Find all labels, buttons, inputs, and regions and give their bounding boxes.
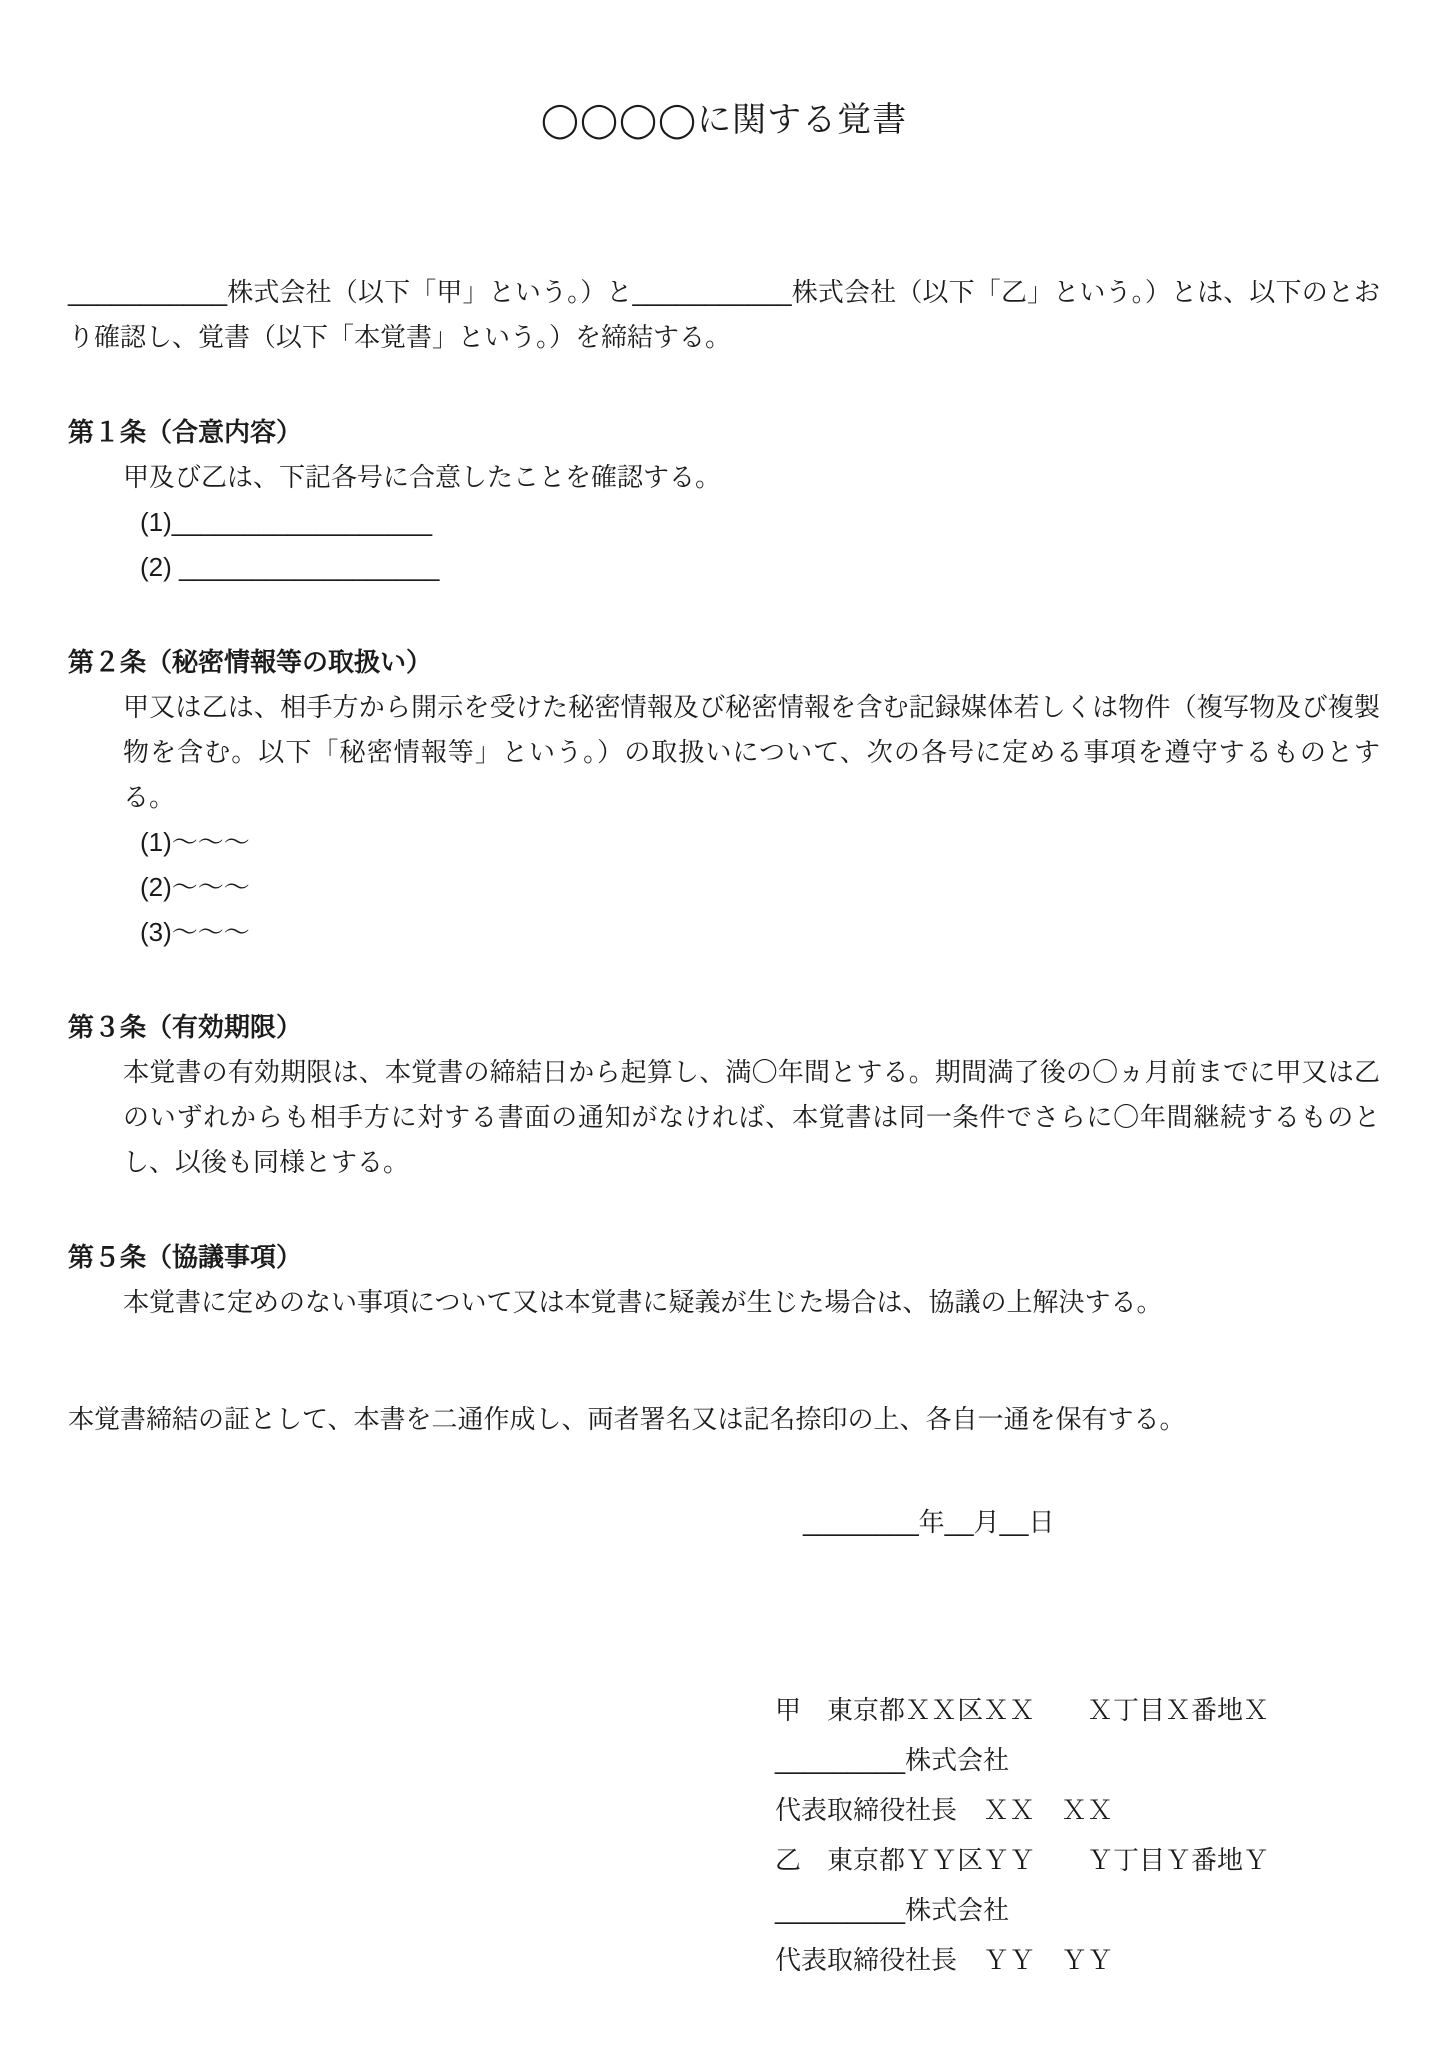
article-1-item-2: (2) __________________ — [140, 552, 440, 582]
article-2-item-1: (1)～～～ — [140, 827, 250, 857]
article-3-heading: 第３条（有効期限） — [68, 1012, 303, 1042]
article-2-item-2: (2)～～～ — [140, 872, 250, 902]
party-a-company: _________株式会社 — [775, 1745, 1010, 1775]
article-3-body: 本覚書の有効期限は、本覚書の締結日から起算し、満〇年間とする。期間満了後の〇ヵ月前までに甲又は乙のいずれからも相手方に対する書面の通知がなければ、本覚書は同一条件でさらに〇年間継続するものとし、以後も同様とする。 — [123, 1057, 1380, 1177]
signature-block — [775, 1685, 1380, 1985]
article-1 — [68, 410, 1380, 590]
document-title: ◯◯◯◯に関する覚書 — [540, 101, 908, 139]
article-2-item-3: (3)～～～ — [140, 917, 250, 947]
party-b-representative: 代表取締役社長 ＹＹ ＹＹ — [775, 1945, 1114, 1975]
article-5-heading: 第５条（協議事項） — [68, 1242, 303, 1272]
article-3 — [68, 1005, 1380, 1185]
article-1-item-1: (1)__________________ — [140, 507, 433, 537]
article-2-body: 甲又は乙は、相手方から開示を受けた秘密情報及び秘密情報を含む記録媒体若しくは物件（複写物及び複製物を含む。以下「秘密情報等」という。）の取扱いについて、次の各号に定める事項を遵守するものとする。 — [123, 692, 1380, 812]
article-5 — [68, 1235, 1380, 1325]
party-b-company: _________株式会社 — [775, 1895, 1010, 1925]
closing-paragraph: 本覚書締結の証として、本書を二通作成し、両者署名又は記名捺印の上、各自一通を保有する。 — [68, 1404, 1186, 1434]
party-b-address: 乙 東京都ＹＹ区ＹＹ Ｙ丁目Ｙ番地Ｙ — [775, 1845, 1270, 1875]
party-a-address: 甲 東京都ＸＸ区ＸＸ Ｘ丁目Ｘ番地Ｘ — [775, 1695, 1270, 1725]
article-5-body: 本覚書に定めのない事項について又は本覚書に疑義が生じた場合は、協議の上解決する。 — [123, 1287, 1163, 1317]
article-2-heading: 第２条（秘密情報等の取扱い） — [68, 647, 433, 677]
article-1-heading: 第１条（合意内容） — [68, 417, 303, 447]
article-2 — [68, 640, 1380, 955]
date-blank-line: ________年__月__日 — [803, 1507, 1055, 1537]
article-1-body: 甲及び乙は、下記各号に合意したことを確認する。 — [123, 462, 722, 492]
intro-paragraph: ___________株式会社（以下「甲」という。）と___________株式会社（以下「乙」という。）とは、以下のとおり確認し、覚書（以下「本覚書」という。）を締結する。 — [68, 277, 1380, 352]
party-a-representative: 代表取締役社長 ＸＸ ＸＸ — [775, 1795, 1114, 1825]
